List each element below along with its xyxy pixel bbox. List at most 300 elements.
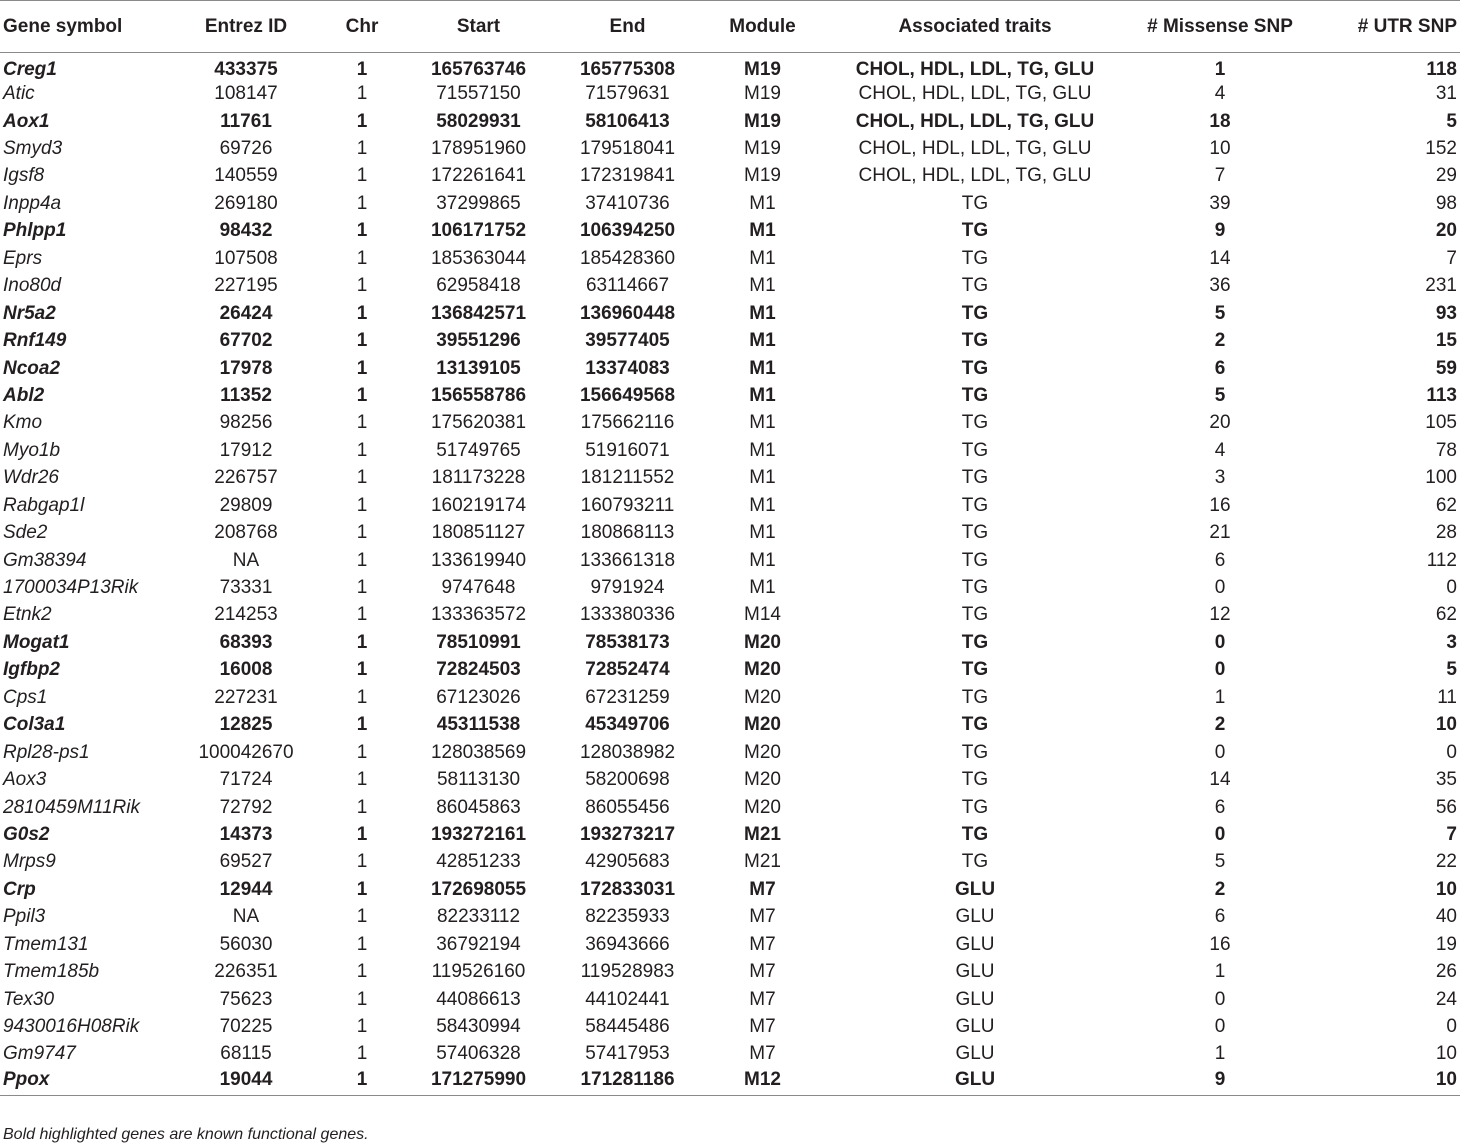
cell-missense-snp: 6 xyxy=(1214,357,1226,379)
cell-module: M7 xyxy=(749,878,776,900)
cell-chr: 1 xyxy=(356,631,368,653)
cell-module: M20 xyxy=(744,796,781,818)
cell-chr: 1 xyxy=(356,769,368,791)
cell-utr-snp: 35 xyxy=(1435,769,1457,791)
cell-chr: 1 xyxy=(356,467,368,489)
cell-start: 39551296 xyxy=(436,330,521,352)
cell-gene-symbol: Igfbp2 xyxy=(3,659,60,681)
table-row xyxy=(0,1068,1460,1095)
cell-module: M20 xyxy=(744,714,781,736)
cell-gene-symbol: Tmem185b xyxy=(3,961,100,983)
cell-utr-snp: 59 xyxy=(1435,357,1457,379)
cell-module: M19 xyxy=(744,110,781,132)
cell-associated-traits: CHOL, HDL, LDL, TG, GLU xyxy=(855,58,1095,80)
cell-missense-snp: 36 xyxy=(1209,275,1231,297)
cell-module: M7 xyxy=(749,1043,776,1065)
cell-missense-snp: 9 xyxy=(1120,1068,1320,1095)
cell-associated-traits: TG xyxy=(961,549,989,571)
cell-module: M1 xyxy=(749,220,776,242)
cell-entrez-id: 72792 xyxy=(219,796,273,818)
cell-end: 133661318 xyxy=(579,549,676,571)
cell-gene-symbol: Mogat1 xyxy=(3,631,70,653)
cell-start: 58113130 xyxy=(436,769,521,791)
cell-utr-snp: 10 xyxy=(1435,1043,1457,1065)
cell-module: M1 xyxy=(749,247,776,269)
cell-entrez-id: 12825 xyxy=(219,714,273,736)
table-row xyxy=(0,354,1460,381)
cell-utr-snp: 5 xyxy=(1446,110,1457,132)
cell-module: M1 xyxy=(749,384,776,406)
cell-gene-symbol: Nr5a2 xyxy=(3,302,56,324)
cell-associated-traits: TG xyxy=(961,302,989,324)
cell-module: M19 xyxy=(744,138,781,160)
cell-associated-traits: CHOL, HDL, LDL, TG, GLU xyxy=(858,83,1092,105)
cell-missense-snp: 0 xyxy=(1214,577,1226,599)
cell-entrez-id: 16008 xyxy=(219,659,273,681)
cell-utr-snp: 93 xyxy=(1435,302,1457,324)
cell-module: M21 xyxy=(744,851,781,873)
cell-gene-symbol: Myo1b xyxy=(3,439,61,461)
cell-associated-traits: GLU xyxy=(955,988,995,1010)
cell-module: M1 xyxy=(749,549,776,571)
table-row xyxy=(0,876,1460,903)
cell-entrez-id: NA xyxy=(232,906,260,928)
cell-start: 185363044 xyxy=(430,247,527,269)
cell-module: M1 xyxy=(749,330,776,352)
table-row xyxy=(0,519,1460,546)
cell-gene-symbol: Igsf8 xyxy=(3,165,45,187)
cell-chr: 1 xyxy=(356,83,368,105)
cell-utr-snp: 10 xyxy=(1435,714,1457,736)
cell-start: 67123026 xyxy=(436,686,521,708)
cell-start: 86045863 xyxy=(436,796,521,818)
cell-gene-symbol: Phlpp1 xyxy=(3,220,67,242)
cell-associated-traits: TG xyxy=(961,796,989,818)
cell-end: 13374083 xyxy=(585,357,670,379)
cell-end: 44102441 xyxy=(585,988,670,1010)
cell-entrez-id: 68115 xyxy=(220,1043,272,1065)
cell-start: 71557150 xyxy=(436,83,521,105)
cell-gene-symbol: Ino80d xyxy=(3,275,62,297)
cell-entrez-id: 17978 xyxy=(219,357,273,379)
table-row xyxy=(0,848,1460,875)
cell-gene-symbol: Kmo xyxy=(3,412,43,434)
cell-gene-symbol: Etnk2 xyxy=(3,604,52,626)
cell-entrez-id: 269180 xyxy=(214,192,278,214)
cell-missense-snp: 0 xyxy=(1214,988,1226,1010)
cell-chr: 1 xyxy=(356,1016,368,1038)
cell-chr: 1 xyxy=(356,549,368,571)
cell-utr-snp: 31 xyxy=(1435,83,1457,105)
cell-associated-traits: TG xyxy=(961,275,989,297)
cell-entrez-id: 11761 xyxy=(220,110,272,132)
cell-end: 57417953 xyxy=(585,1043,670,1065)
cell-utr-snp: 10 xyxy=(1435,878,1457,900)
cell-module: M1 xyxy=(749,467,776,489)
table-row xyxy=(0,903,1460,930)
cell-module: M7 xyxy=(749,1016,776,1038)
cell-end: 71579631 xyxy=(585,83,670,105)
header-entrez-id: Entrez ID xyxy=(165,1,327,53)
cell-missense-snp: 0 xyxy=(1214,659,1226,681)
cell-associated-traits: TG xyxy=(961,330,989,352)
table-row xyxy=(0,766,1460,793)
cell-start: 13139105 xyxy=(436,357,521,379)
cell-end: 45349706 xyxy=(585,714,670,736)
header-start: Start xyxy=(397,1,560,53)
cell-utr-snp: 62 xyxy=(1435,494,1457,516)
cell-utr-snp: 20 xyxy=(1435,220,1457,242)
table-row xyxy=(0,793,1460,820)
cell-missense-snp: 39 xyxy=(1209,192,1231,214)
cell-associated-traits: GLU xyxy=(954,878,996,900)
cell-utr-snp: 24 xyxy=(1435,988,1457,1010)
cell-chr: 1 xyxy=(356,988,368,1010)
table-row xyxy=(0,53,1460,80)
cell-start: 128038569 xyxy=(430,741,527,763)
cell-chr: 1 xyxy=(356,247,368,269)
cell-missense-snp: 16 xyxy=(1209,933,1231,955)
table-row xyxy=(0,738,1460,765)
cell-entrez-id: 208768 xyxy=(214,522,278,544)
cell-associated-traits: TG xyxy=(961,467,989,489)
cell-associated-traits: TG xyxy=(961,384,989,406)
cell-module: M1 xyxy=(749,302,776,324)
cell-end: 67231259 xyxy=(585,686,670,708)
header-associated-traits: Associated traits xyxy=(830,1,1120,53)
cell-end: 180868113 xyxy=(580,522,675,544)
cell-gene-symbol: Gm9747 xyxy=(3,1043,76,1065)
cell-chr: 1 xyxy=(356,220,368,242)
cell-associated-traits: TG xyxy=(961,522,989,544)
cell-chr: 1 xyxy=(356,933,368,955)
cell-module: M1 xyxy=(749,192,776,214)
cell-utr-snp: 113 xyxy=(1426,384,1457,406)
cell-start: 193272161 xyxy=(430,823,527,845)
cell-associated-traits: TG xyxy=(961,192,989,214)
cell-chr: 1 xyxy=(356,58,368,80)
cell-associated-traits: TG xyxy=(961,412,989,434)
cell-chr: 1 xyxy=(356,577,368,599)
cell-utr-snp: 56 xyxy=(1435,796,1457,818)
cell-utr-snp: 7 xyxy=(1446,823,1457,845)
cell-entrez-id: 14373 xyxy=(219,823,273,845)
cell-gene-symbol: Aox3 xyxy=(3,769,47,791)
cell-end: 193273217 xyxy=(579,823,676,845)
cell-gene-symbol: Creg1 xyxy=(3,58,57,80)
cell-gene-symbol: Abl2 xyxy=(3,384,45,406)
cell-missense-snp: 6 xyxy=(1214,796,1226,818)
cell-associated-traits: CHOL, HDL, LDL, TG, GLU xyxy=(858,138,1092,160)
cell-gene-symbol: Inpp4a xyxy=(3,192,62,214)
cell-entrez-id: 98432 xyxy=(219,220,273,242)
cell-utr-snp: 152 xyxy=(1425,138,1457,160)
cell-gene-symbol: 1700034P13Rik xyxy=(3,577,139,599)
cell-end: 82235933 xyxy=(585,906,670,928)
table-footnote: Bold highlighted genes are known functional genes. xyxy=(3,1126,369,1143)
cell-chr: 1 xyxy=(327,1068,397,1095)
cell-utr-snp: 118 xyxy=(1426,58,1457,80)
cell-end: 136960448 xyxy=(579,302,676,324)
cell-chr: 1 xyxy=(356,823,368,845)
cell-gene-symbol: Gm38394 xyxy=(3,549,87,571)
table-row xyxy=(0,437,1460,464)
cell-associated-traits: CHOL, HDL, LDL, TG, GLU xyxy=(855,110,1095,132)
cell-entrez-id: 108147 xyxy=(214,83,278,105)
cell-missense-snp: 20 xyxy=(1209,412,1231,434)
cell-start: 78510991 xyxy=(436,631,521,653)
header-chr: Chr xyxy=(327,1,397,53)
cell-entrez-id: 12944 xyxy=(219,878,273,900)
cell-start: 58029931 xyxy=(436,110,521,132)
cell-end: 106394250 xyxy=(579,220,676,242)
cell-chr: 1 xyxy=(356,192,368,214)
cell-module: M20 xyxy=(744,769,781,791)
table-row xyxy=(0,931,1460,958)
cell-module: M20 xyxy=(744,659,781,681)
cell-module: M7 xyxy=(749,988,776,1010)
cell-associated-traits: TG xyxy=(961,659,989,681)
cell-end: 172319841 xyxy=(579,165,676,187)
cell-chr: 1 xyxy=(356,110,368,132)
cell-associated-traits: TG xyxy=(961,823,989,845)
cell-associated-traits: TG xyxy=(961,577,989,599)
cell-entrez-id: 107508 xyxy=(214,247,278,269)
cell-entrez-id: 226757 xyxy=(214,467,278,489)
cell-chr: 1 xyxy=(356,439,368,461)
cell-missense-snp: 0 xyxy=(1214,631,1226,653)
cell-missense-snp: 2 xyxy=(1214,714,1226,736)
cell-chr: 1 xyxy=(356,330,368,352)
cell-missense-snp: 6 xyxy=(1214,549,1226,571)
cell-module: M1 xyxy=(749,357,776,379)
cell-entrez-id: 67702 xyxy=(219,330,273,352)
cell-missense-snp: 1 xyxy=(1214,1043,1226,1065)
cell-module: M7 xyxy=(749,961,776,983)
cell-associated-traits: GLU xyxy=(955,1016,995,1038)
cell-utr-snp: 5 xyxy=(1446,659,1457,681)
table-row xyxy=(0,382,1460,409)
cell-gene-symbol: Mrps9 xyxy=(3,851,56,873)
cell-entrez-id: 214253 xyxy=(214,604,278,626)
cell-start: 160219174 xyxy=(430,494,527,516)
cell-entrez-id: 433375 xyxy=(214,58,278,80)
cell-associated-traits: TG xyxy=(961,494,989,516)
cell-associated-traits: TG xyxy=(961,439,989,461)
cell-utr-snp: 29 xyxy=(1435,165,1457,187)
cell-gene-symbol: 9430016H08Rik xyxy=(3,1016,140,1038)
cell-associated-traits: TG xyxy=(961,741,989,763)
cell-gene-symbol: Rnf149 xyxy=(3,330,67,352)
cell-utr-snp: 231 xyxy=(1425,275,1457,297)
cell-end: 51916071 xyxy=(585,439,670,461)
table-row xyxy=(0,629,1460,656)
cell-associated-traits: GLU xyxy=(955,906,995,928)
table-row xyxy=(0,1013,1460,1040)
cell-start: 181173228 xyxy=(431,467,526,489)
header-missense-snp: # Missense SNP xyxy=(1120,1,1320,53)
cell-associated-traits: GLU xyxy=(830,1068,1120,1095)
cell-chr: 1 xyxy=(356,357,368,379)
cell-associated-traits: GLU xyxy=(955,961,995,983)
cell-missense-snp: 7 xyxy=(1214,165,1226,187)
cell-entrez-id: 26424 xyxy=(219,302,273,324)
cell-missense-snp: 10 xyxy=(1209,138,1231,160)
cell-start: 9747648 xyxy=(441,577,516,599)
cell-associated-traits: TG xyxy=(961,851,989,873)
table-row xyxy=(0,711,1460,738)
cell-missense-snp: 5 xyxy=(1214,384,1226,406)
table-row xyxy=(0,1040,1460,1067)
cell-utr-snp: 40 xyxy=(1435,906,1457,928)
cell-missense-snp: 16 xyxy=(1209,494,1231,516)
table-header xyxy=(0,1,1460,53)
cell-chr: 1 xyxy=(356,138,368,160)
table-row xyxy=(0,684,1460,711)
cell-end: 175662116 xyxy=(580,412,675,434)
cell-end: 171281186 xyxy=(560,1068,695,1095)
table-row xyxy=(0,107,1460,134)
cell-end: 133380336 xyxy=(579,604,676,626)
cell-module: M20 xyxy=(744,686,781,708)
cell-entrez-id: NA xyxy=(232,549,260,571)
table-row xyxy=(0,245,1460,272)
cell-associated-traits: CHOL, HDL, LDL, TG, GLU xyxy=(858,165,1092,187)
cell-entrez-id: 19044 xyxy=(165,1068,327,1095)
cell-module: M14 xyxy=(744,604,781,626)
cell-chr: 1 xyxy=(356,275,368,297)
cell-start: 165763746 xyxy=(430,58,527,80)
cell-end: 37410736 xyxy=(585,192,670,214)
cell-start: 180851127 xyxy=(431,522,526,544)
cell-gene-symbol: Cps1 xyxy=(3,686,48,708)
cell-entrez-id: 70225 xyxy=(219,1016,273,1038)
cell-end: 181211552 xyxy=(580,467,675,489)
cell-gene-symbol: Ppox xyxy=(0,1068,165,1095)
cell-utr-snp: 62 xyxy=(1435,604,1457,626)
cell-end: 172833031 xyxy=(579,878,676,900)
cell-utr-snp: 98 xyxy=(1435,192,1457,214)
table-row xyxy=(0,327,1460,354)
cell-entrez-id: 69726 xyxy=(219,138,273,160)
cell-chr: 1 xyxy=(356,1043,368,1065)
cell-utr-snp: 112 xyxy=(1426,549,1457,571)
cell-chr: 1 xyxy=(356,906,368,928)
cell-start: 72824503 xyxy=(436,659,521,681)
cell-start: 82233112 xyxy=(436,906,521,928)
table-row xyxy=(0,601,1460,628)
cell-entrez-id: 68393 xyxy=(219,631,273,653)
cell-start: 156558786 xyxy=(430,384,527,406)
cell-start: 119526160 xyxy=(431,961,526,983)
cell-missense-snp: 2 xyxy=(1214,878,1226,900)
cell-missense-snp: 0 xyxy=(1214,823,1226,845)
cell-entrez-id: 100042670 xyxy=(198,741,294,763)
cell-gene-symbol: Aox1 xyxy=(3,110,50,132)
cell-gene-symbol: Wdr26 xyxy=(3,467,59,489)
header-end: End xyxy=(560,1,695,53)
cell-end: 72852474 xyxy=(585,659,670,681)
table-row xyxy=(0,217,1460,244)
cell-utr-snp: 100 xyxy=(1425,467,1457,489)
cell-module: M19 xyxy=(744,58,781,80)
cell-entrez-id: 140559 xyxy=(214,165,278,187)
table-row xyxy=(0,958,1460,985)
cell-end: 63114667 xyxy=(585,275,670,297)
cell-utr-snp: 11 xyxy=(1437,686,1457,708)
cell-missense-snp: 1 xyxy=(1214,58,1226,80)
cell-utr-snp: 0 xyxy=(1446,741,1457,763)
cell-missense-snp: 2 xyxy=(1214,330,1226,352)
cell-chr: 1 xyxy=(356,686,368,708)
cell-utr-snp: 26 xyxy=(1435,961,1457,983)
header-gene-symbol: Gene symbol xyxy=(0,1,165,53)
cell-module: M1 xyxy=(749,412,776,434)
cell-entrez-id: 98256 xyxy=(219,412,273,434)
cell-module: M7 xyxy=(749,933,776,955)
cell-utr-snp: 22 xyxy=(1435,851,1457,873)
cell-missense-snp: 1 xyxy=(1214,961,1226,983)
cell-end: 119528983 xyxy=(580,961,675,983)
cell-end: 58200698 xyxy=(585,769,670,791)
cell-chr: 1 xyxy=(356,302,368,324)
cell-module: M21 xyxy=(744,823,781,845)
cell-utr-snp: 105 xyxy=(1425,412,1457,434)
cell-utr-snp: 19 xyxy=(1435,933,1457,955)
table-row xyxy=(0,985,1460,1012)
cell-start: 136842571 xyxy=(430,302,527,324)
cell-missense-snp: 0 xyxy=(1214,741,1226,763)
table-row xyxy=(0,299,1460,326)
table-row xyxy=(0,464,1460,491)
cell-chr: 1 xyxy=(356,961,368,983)
cell-start: 45311538 xyxy=(436,714,521,736)
cell-module: M1 xyxy=(749,522,776,544)
cell-start: 62958418 xyxy=(436,275,521,297)
table-row xyxy=(0,409,1460,436)
cell-start: 172261641 xyxy=(430,165,527,187)
cell-entrez-id: 73331 xyxy=(219,577,273,599)
cell-entrez-id: 227231 xyxy=(214,686,278,708)
cell-gene-symbol: Tex30 xyxy=(3,988,55,1010)
cell-missense-snp: 14 xyxy=(1209,769,1231,791)
cell-associated-traits: TG xyxy=(961,686,989,708)
cell-chr: 1 xyxy=(356,494,368,516)
cell-missense-snp: 6 xyxy=(1214,906,1226,928)
cell-module: M20 xyxy=(744,631,781,653)
cell-associated-traits: TG xyxy=(961,714,989,736)
header-row xyxy=(0,1,1460,53)
cell-utr-snp: 78 xyxy=(1435,439,1457,461)
cell-associated-traits: TG xyxy=(961,357,989,379)
table-row xyxy=(0,821,1460,848)
cell-gene-symbol: Eprs xyxy=(3,247,43,269)
cell-start: 57406328 xyxy=(436,1043,521,1065)
cell-end: 128038982 xyxy=(579,741,676,763)
table-body xyxy=(0,53,1460,1096)
cell-chr: 1 xyxy=(356,412,368,434)
cell-module: M20 xyxy=(744,741,781,763)
cell-end: 9791924 xyxy=(590,577,665,599)
table-row xyxy=(0,546,1460,573)
cell-associated-traits: GLU xyxy=(955,1043,995,1065)
cell-chr: 1 xyxy=(356,384,368,406)
cell-chr: 1 xyxy=(356,659,368,681)
cell-associated-traits: TG xyxy=(961,631,989,653)
cell-gene-symbol: Atic xyxy=(3,83,35,105)
cell-chr: 1 xyxy=(356,604,368,626)
cell-entrez-id: 227195 xyxy=(214,275,278,297)
